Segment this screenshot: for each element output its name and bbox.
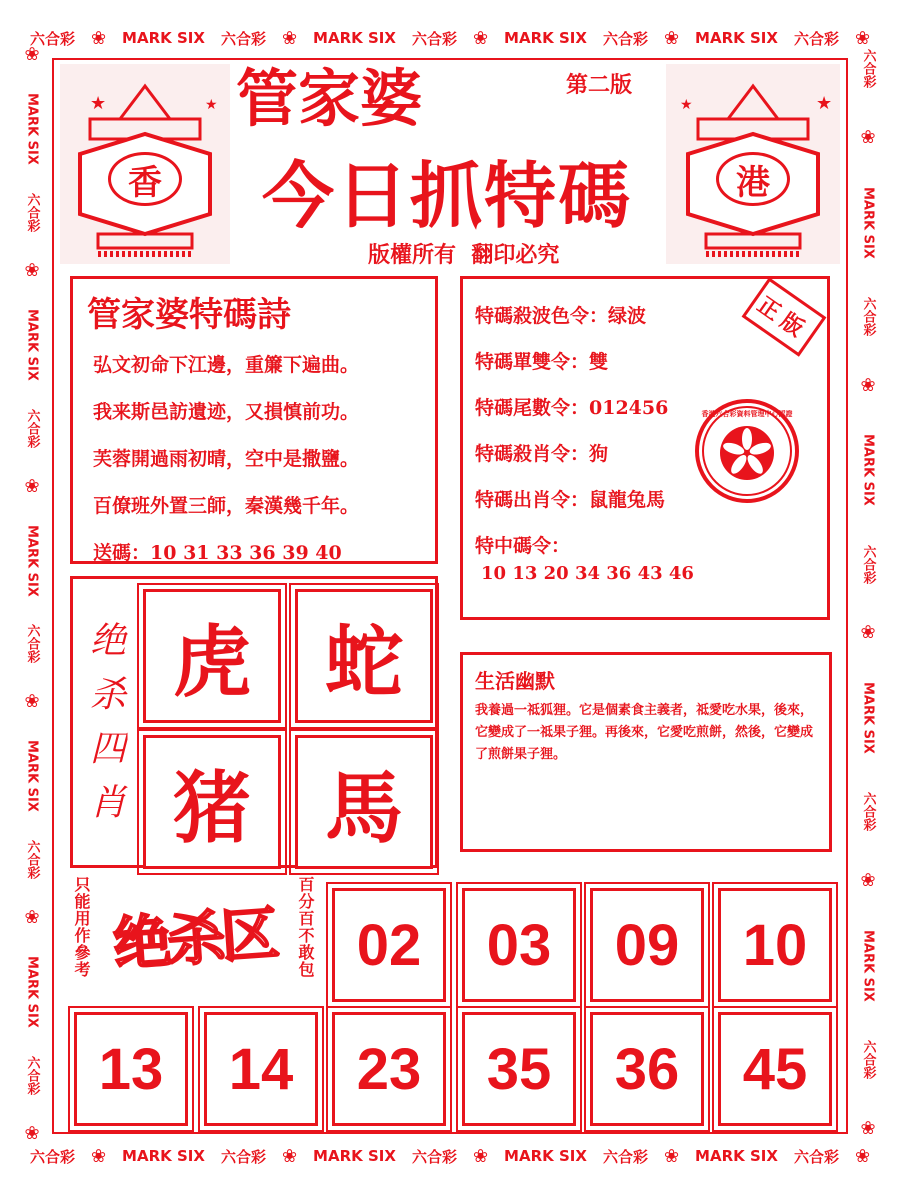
logo-mark: 六合彩 xyxy=(24,840,40,880)
command-value: 雙 xyxy=(589,351,609,373)
special-numbers: 10 13 20 34 36 43 46 xyxy=(481,563,694,584)
flower-icon: ❀ xyxy=(860,126,876,148)
logo-mark: 六合彩 xyxy=(860,296,876,336)
poem-title: 管家婆特碼詩 xyxy=(87,295,291,335)
flower-icon: ❀ xyxy=(472,27,489,49)
flower-icon: ❀ xyxy=(24,43,40,65)
right-border-strip xyxy=(848,27,888,1158)
flower-icon: ❀ xyxy=(860,374,876,396)
command-value: 鼠龍兔馬 xyxy=(589,489,666,511)
mark-six-text: MARK SIX xyxy=(504,29,587,47)
logo-mark: 六合彩 xyxy=(29,1147,75,1166)
kill-number: 35 xyxy=(462,1012,576,1126)
logo-mark: 六合彩 xyxy=(860,544,876,584)
mark-six-text: MARK SIX xyxy=(122,29,205,47)
bottom-border-strip xyxy=(0,1136,900,1176)
svg-text:★: ★ xyxy=(816,93,833,114)
mark-six-text: MARK SIX xyxy=(860,929,876,1002)
mark-six-text: MARK SIX xyxy=(24,308,40,381)
kill-number: 45 xyxy=(718,1012,832,1126)
flower-icon: ❀ xyxy=(90,27,107,49)
command-label: 特碼出肖令： xyxy=(475,489,590,511)
mark-six-text: MARK SIX xyxy=(313,29,396,47)
logo-mark: 六合彩 xyxy=(24,408,40,448)
command-label: 特碼尾數令： xyxy=(475,397,590,419)
svg-text:★: ★ xyxy=(90,93,107,114)
logo-mark: 六合彩 xyxy=(24,1055,40,1095)
send-numbers-label: 送碼： xyxy=(93,542,151,564)
logo-mark: 六合彩 xyxy=(860,49,876,89)
guarantee-note: 百分百不敢包 xyxy=(296,876,315,978)
logo-mark: 六合彩 xyxy=(29,29,75,48)
left-lantern xyxy=(60,64,230,264)
mark-six-text: MARK SIX xyxy=(24,956,40,1028)
kill-zone-title: 绝杀区 xyxy=(111,899,278,979)
flower-icon: ❀ xyxy=(281,1145,298,1167)
svg-text:★: ★ xyxy=(680,97,693,113)
humor-box xyxy=(460,652,832,852)
svg-text:★: ★ xyxy=(205,97,218,113)
flower-icon: ❀ xyxy=(24,1122,40,1144)
send-numbers: 10 31 33 36 39 40 xyxy=(150,542,342,564)
logo-mark: 六合彩 xyxy=(411,29,457,48)
flower-icon: ❀ xyxy=(854,1145,871,1167)
seal-text: 香港六合彩資料管理中心認證 xyxy=(701,409,793,418)
command-label: 特碼殺肖令： xyxy=(475,443,590,465)
certification-seal xyxy=(695,399,799,503)
right-lantern xyxy=(666,64,840,264)
command-row xyxy=(475,347,608,374)
headline: 今日抓特碼 xyxy=(262,153,633,238)
logo-mark: 六合彩 xyxy=(220,1147,266,1166)
kill-number: 09 xyxy=(590,888,704,1002)
flower-icon: ❀ xyxy=(860,622,876,644)
logo-mark: 六合彩 xyxy=(24,192,40,232)
logo-mark: 六合彩 xyxy=(24,624,40,664)
flower-icon: ❀ xyxy=(860,1117,876,1139)
left-lantern-char: 香 xyxy=(108,152,182,206)
command-label: 特碼殺波色令： xyxy=(475,305,609,327)
kill-number: 36 xyxy=(590,1012,704,1126)
right-lantern-char: 港 xyxy=(716,152,790,206)
mark-six-text: MARK SIX xyxy=(860,681,876,754)
flower-icon: ❀ xyxy=(854,27,871,49)
command-value: 狗 xyxy=(589,443,609,465)
flower-icon: ❀ xyxy=(281,27,298,49)
command-row xyxy=(475,301,646,328)
logo-mark: 六合彩 xyxy=(860,792,876,832)
zodiac-cell: 馬 xyxy=(295,735,433,869)
poem-line: 芙蓉開過雨初晴，空中是撒鹽。 xyxy=(93,448,360,470)
logo-mark: 六合彩 xyxy=(411,1147,457,1166)
kill-number: 02 xyxy=(332,888,446,1002)
poem-line: 百僚班外置三師，秦漢幾千年。 xyxy=(93,495,360,517)
kill-number: 14 xyxy=(204,1012,318,1126)
send-numbers-row xyxy=(87,538,421,565)
kill-number: 23 xyxy=(332,1012,446,1126)
zodiac-cell: 蛇 xyxy=(295,589,433,723)
logo-mark: 六合彩 xyxy=(793,29,839,48)
flower-icon: ❀ xyxy=(24,475,40,497)
logo-mark: 六合彩 xyxy=(602,29,648,48)
top-border-strip xyxy=(0,18,900,58)
humor-body: 我養過一祗狐狸。它是個素食主義者，祗愛吃水果，後來，它變成了一祗果子狸。再後來，它愛吃煎餅，然後，它變成了煎餅果子狸。 xyxy=(475,703,814,762)
command-row xyxy=(475,393,668,420)
command-value: 012456 xyxy=(589,397,669,419)
flower-icon: ❀ xyxy=(90,1145,107,1167)
flower-icon: ❀ xyxy=(24,259,40,281)
mark-six-text: MARK SIX xyxy=(24,740,40,813)
brand-title: 管家婆 xyxy=(236,62,423,135)
poem-line: 我来斯邑訪遺迹，又損慎前功。 xyxy=(93,401,360,423)
flower-icon: ❀ xyxy=(860,869,876,891)
logo-mark: 六合彩 xyxy=(602,1147,648,1166)
mark-six-text: MARK SIX xyxy=(860,434,876,507)
flower-icon: ❀ xyxy=(472,1145,489,1167)
kill-number: 10 xyxy=(718,888,832,1002)
reference-note: 只能用作參考 xyxy=(72,876,91,978)
command-row xyxy=(475,439,608,466)
mark-six-text: MARK SIX xyxy=(24,524,40,597)
flower-icon: ❀ xyxy=(24,907,40,929)
poem-box xyxy=(70,276,438,564)
flower-icon: ❀ xyxy=(663,27,680,49)
mark-six-text: MARK SIX xyxy=(313,1147,396,1165)
kill-number: 13 xyxy=(74,1012,188,1126)
mark-six-text: MARK SIX xyxy=(122,1147,205,1165)
flower-icon: ❀ xyxy=(24,691,40,713)
left-border-strip xyxy=(12,30,52,1158)
mark-six-text: MARK SIX xyxy=(695,29,778,47)
zodiac-side-label: 绝杀四肖 xyxy=(84,621,126,837)
commands-box xyxy=(460,276,830,620)
zodiac-box xyxy=(70,576,438,868)
zodiac-cell: 虎 xyxy=(143,589,281,723)
mark-six-text: MARK SIX xyxy=(504,1147,587,1165)
copyright-notice: 版權所有 翻印必究 xyxy=(368,242,560,268)
mark-six-text: MARK SIX xyxy=(24,92,40,165)
logo-mark: 六合彩 xyxy=(860,1039,876,1079)
zodiac-side-label xyxy=(79,599,131,859)
poem-line: 弘文初命下江邊，重簾下遍曲。 xyxy=(93,354,360,376)
authentic-stamp: 正版 xyxy=(742,277,827,356)
special-numbers-label: 特中碼令： xyxy=(475,535,571,557)
logo-mark: 六合彩 xyxy=(220,29,266,48)
humor-title: 生活幽默 xyxy=(475,669,555,693)
command-label: 特碼單雙令： xyxy=(475,351,590,373)
kill-number: 03 xyxy=(462,888,576,1002)
command-value: 绿波 xyxy=(608,305,647,327)
logo-mark: 六合彩 xyxy=(793,1147,839,1166)
mark-six-text: MARK SIX xyxy=(695,1147,778,1165)
flower-icon: ❀ xyxy=(663,1145,680,1167)
edition-label: 第二版 xyxy=(566,72,633,98)
command-row xyxy=(475,485,665,512)
zodiac-cell: 猪 xyxy=(143,735,281,869)
mark-six-text: MARK SIX xyxy=(860,186,876,259)
